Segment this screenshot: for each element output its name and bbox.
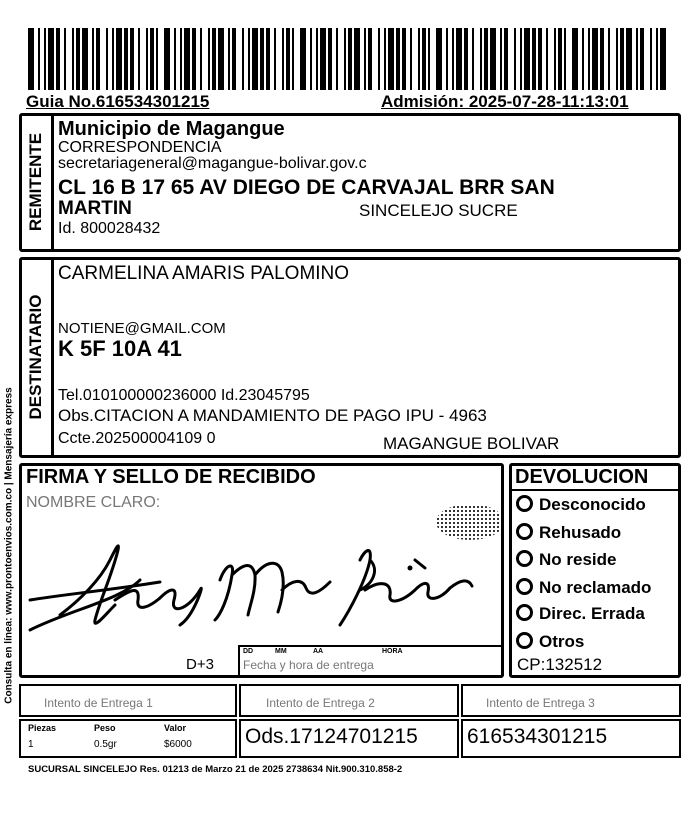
footer-branch-info: SUCURSAL SINCELEJO Res. 01213 de Marzo 21 de 2025 2738634 Nit.900.310.858-2 [28,764,403,775]
value-label: Valor [164,723,187,733]
guide-number: Guia No.616534301215 [26,92,210,111]
return-option-direc-errada[interactable]: Direc. Errada [516,604,645,624]
recipient-divider [51,257,54,458]
weight-value: 0.5gr [94,739,117,750]
returns-title-underline [511,489,679,491]
attempt-1-label: Intento de Entrega 1 [44,696,153,710]
sender-email: secretariageneral@magangue-bolivar.gov.c [58,155,367,172]
recipient-label: DESTINATARIO [26,294,45,420]
radio-circle-icon [516,523,533,540]
weight-label: Peso [94,723,116,733]
date-aa: AA [313,648,324,655]
ods-number: Ods.17124701215 [245,725,418,748]
date-mm: MM [275,648,287,655]
radio-circle-icon [516,632,533,649]
recipient-city: MAGANGUE BOLIVAR [383,434,560,453]
radio-circle-icon [516,495,533,512]
sender-address-line2: MARTIN [58,198,132,219]
radio-circle-icon [516,550,533,567]
sender-id: Id. 800028432 [58,220,161,237]
pieces-label: Piezas [28,723,57,733]
recipient-tel: Tel.010100000236000 Id.23045795 [58,387,310,404]
recipient-ccte: Ccte.202500004109 0 [58,430,216,447]
returns-title: DEVOLUCION [515,466,649,488]
return-option-rehusado[interactable]: Rehusado [516,523,621,543]
admission-date: Admisión: 2025-07-28-11:13:01 [381,92,629,111]
barcode [28,28,668,90]
sender-divider [51,113,54,252]
return-option-otros[interactable]: Otros [516,632,584,652]
signature-title: FIRMA Y SELLO DE RECIBIDO [26,466,316,488]
value-amount: $6000 [164,739,192,750]
date-caption: Fecha y hora de entrega [243,658,374,672]
radio-circle-icon [516,578,533,595]
sender-label: REMITENTE [26,132,45,232]
return-option-no-reside[interactable]: No reside [516,550,616,570]
date-dd: DD [243,648,254,655]
attempt-3-label: Intento de Entrega 3 [486,696,595,710]
recipient-name: CARMELINA AMARIS PALOMINO [58,263,350,284]
recipient-address: K 5F 10A 41 [58,336,182,361]
side-website-text: Consulta en línea: www.prontoenvios.com.co | Mensajería express [3,387,15,704]
sender-dept: CORRESPONDENCIA [58,139,222,156]
return-option-no-reclamado[interactable]: No reclamado [516,578,651,598]
sender-name: Municipio de Magangue [58,118,285,140]
recipient-obs: Obs.CITACION A MANDAMIENTO DE PAGO IPU - 4963 [58,406,487,425]
radio-circle-icon [516,604,533,621]
date-hora: HORA [382,648,403,655]
pieces-value: 1 [28,739,34,750]
returns-cp: CP:132512 [517,655,603,674]
d3-label: D+3 [186,656,214,673]
return-option-desconocido[interactable]: Desconocido [516,495,646,515]
tracking-number: 616534301215 [467,725,608,748]
handwritten-signature [20,520,500,650]
name-label: NOMBRE CLARO: [26,494,161,511]
recipient-email: NOTIENE@GMAIL.COM [58,320,226,337]
sender-city: SINCELEJO SUCRE [359,201,518,220]
attempt-2-label: Intento de Entrega 2 [266,696,375,710]
sender-address-line1: CL 16 B 17 65 AV DIEGO DE CARVAJAL BRR SAN [58,176,555,199]
